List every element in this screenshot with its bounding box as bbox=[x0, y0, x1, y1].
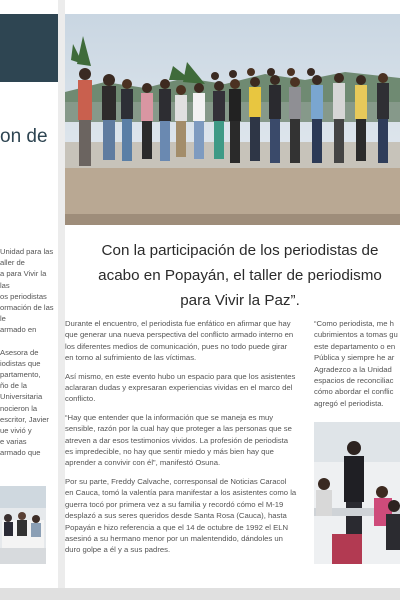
left-line: armado que bbox=[0, 448, 41, 458]
left-line: las bbox=[0, 280, 10, 290]
left-page-fragment bbox=[0, 0, 58, 600]
headline-line: acabo en Popayán, el taller de periodismo bbox=[98, 267, 382, 284]
article-headline bbox=[65, 238, 400, 313]
left-line: nocieron la bbox=[0, 403, 38, 413]
article-line: “Como periodista, me h bbox=[314, 319, 394, 328]
article-line: Agradezco a la Unidad bbox=[314, 364, 392, 374]
article-quote: “Hay que entender que la información que se maneja es muy sensible, razón por la cual hay que proteger a las personas que se atreven a dar esos testimonios vividos. La profesión de periodista es impredecible, no hay que sentir miedo y más bien hay que aprender a convivir con él”, manifestó Osuna. bbox=[65, 412, 292, 468]
left-line: Universitaria bbox=[0, 392, 43, 402]
left-line: iodistas que bbox=[0, 358, 41, 368]
article-line: Pública y siempre he ar bbox=[314, 353, 395, 363]
left-line: aller de bbox=[0, 258, 25, 268]
article-line: cubrimientos a tomas gu bbox=[314, 330, 398, 340]
left-line: os periodistas bbox=[0, 291, 47, 301]
headline-line: para Vivir la Paz”. bbox=[180, 292, 300, 309]
bottom-page-edge bbox=[0, 588, 400, 600]
left-line: partamento, bbox=[0, 370, 41, 380]
left-line: escritor, Javier bbox=[0, 414, 49, 424]
article-page bbox=[65, 0, 400, 600]
article-column-right bbox=[314, 318, 400, 409]
left-line: e varias bbox=[0, 437, 27, 447]
left-line: ue vivió y bbox=[0, 426, 32, 436]
left-line: ormación de las bbox=[0, 303, 54, 313]
article-paragraph: Por su parte, Freddy Calvache, corresponsal de Noticias Caracol en Cauca, tomó la valentía para manifestar a los asistentes como la guerra tocó por primera vez a su familia y recordó cómo el M-19 desplazó a sus seres queridos desde Santa Rosa (Cauca), hasta Popayán e hizo referencia a que el 14 de octubre de 1992 el ELN asesinó a su hermano menor por un malentendido, dándoles un duro golpe a él y a sus padres. bbox=[65, 476, 297, 555]
left-line: a para Vivir la bbox=[0, 269, 47, 279]
headline-line: Con la participación de los periodistas de bbox=[101, 242, 379, 259]
article-line: este departamento o en bbox=[314, 341, 396, 351]
left-title-fragment: on de bbox=[0, 126, 48, 147]
workshop-photo bbox=[314, 422, 400, 564]
left-text-column bbox=[0, 246, 58, 459]
left-line: le bbox=[0, 314, 6, 324]
left-line: ño de la bbox=[0, 381, 28, 391]
left-line: Unidad para las bbox=[0, 247, 54, 256]
group-photo bbox=[65, 14, 400, 225]
article-paragraph: Así mismo, en este evento hubo un espacio para que los asistentes aclararan dudas y expresaran experiencias vividas en el marco del conflicto. bbox=[65, 371, 296, 404]
left-header-block bbox=[0, 14, 58, 82]
article-paragraph: Durante el encuentro, el periodista fue enfático en afirmar que hay que generar una nueva perspectiva del conflicto armado interno en los diferentes medios de comunicación, pues no todo puede girar en torno al sufrimiento de las víctimas. bbox=[65, 319, 294, 363]
article-line: cómo abordar el conflic bbox=[314, 387, 394, 397]
article-line: espacios de reconciliac bbox=[314, 376, 394, 386]
article-line: agregó el periodista. bbox=[314, 398, 384, 408]
left-line: Asesora de bbox=[0, 347, 39, 357]
left-gap bbox=[0, 336, 58, 347]
left-line: armado en bbox=[0, 325, 37, 335]
left-event-photo bbox=[0, 486, 46, 564]
article-column-left bbox=[65, 318, 297, 563]
